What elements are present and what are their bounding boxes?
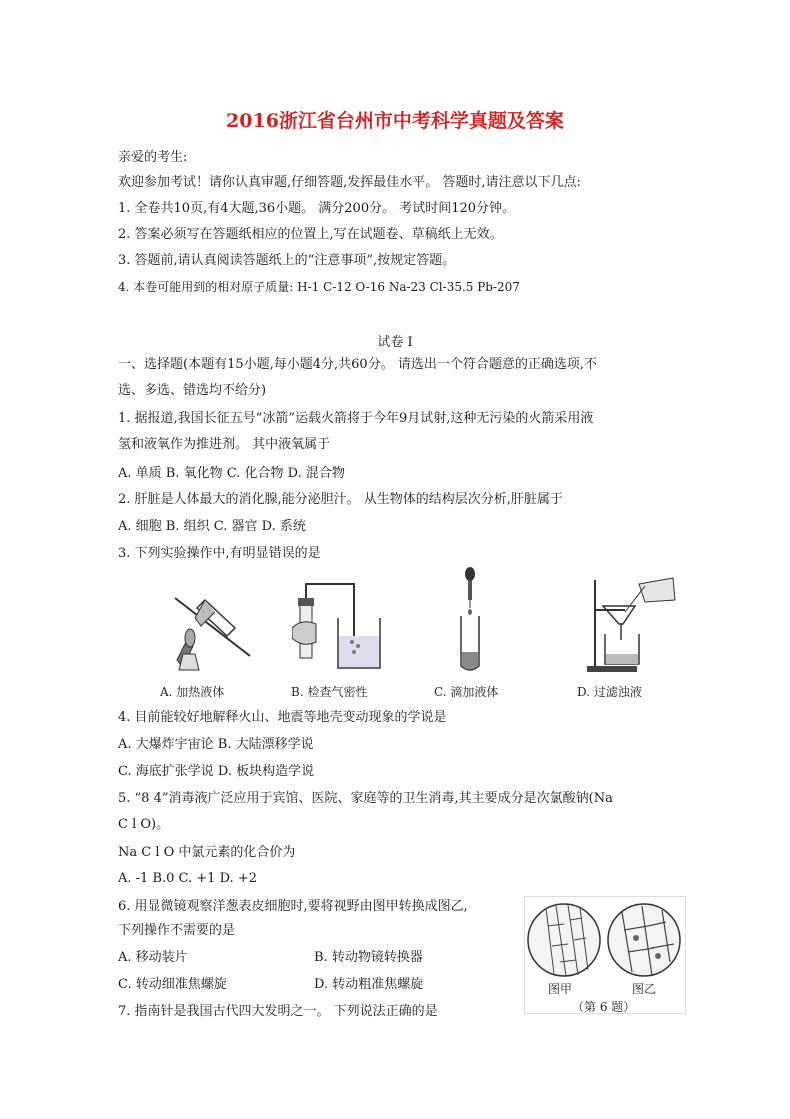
question-7: 7. 指南针是我国古代四大发明之一。 下列说法正确的是 [118, 1004, 438, 1019]
question-2: 2. 肝脏是人体最大的消化腺,能分泌胆汁。 从生物体的结构层次分析,肝脏属于 [118, 492, 563, 507]
page-title: 2016浙江省台州市中考科学真题及答案 [226, 110, 564, 132]
question-2-options: A. 细胞 B. 组织 C. 器官 D. 系统 [118, 519, 306, 534]
question-6-option-c: C. 转动细准焦螺旋 [118, 977, 227, 992]
section-title: 试卷 I [377, 335, 413, 350]
question-4-options-ab: A. 大爆炸宇宙论 B. 大陆漂移学说 [118, 737, 314, 752]
heating-liquid-figure [165, 578, 265, 676]
question-6-option-b: B. 转动物镜转换器 [314, 950, 423, 965]
figure-caption-q6: （第 6 题） [572, 1000, 636, 1014]
figure-caption-a: A. 加热液体 [160, 685, 225, 699]
dropping-liquid-figure [452, 566, 492, 676]
question-3: 3. 下列实验操作中,有明显错误的是 [118, 546, 321, 561]
figure-label-right: 图乙 [632, 982, 657, 996]
question-1: 1. 据报道,我国长征五号“冰箭”运载火箭将于今年9月试射,这种无污染的火箭采用液 [118, 411, 594, 426]
question-4-options-cd: C. 海底扩张学说 D. 板块构造学说 [118, 764, 315, 779]
instruction-item-2: 2. 答案必须写在答题纸相应的位置上,写在试题卷、草稿纸上无效。 [118, 227, 503, 242]
instruction-item-3: 3. 答题前,请认真阅读答题纸上的“注意事项”,按规定答题。 [118, 253, 456, 268]
part1-heading: 一、选择题(本题有15小题,每小题4分,共60分。 请选出一个符合题意的正确选项,不 [118, 357, 597, 372]
question-1-options: A. 单质 B. 氧化物 C. 化合物 D. 混合物 [118, 466, 345, 481]
question-4: 4. 目前能较好地解释火山、地震等地壳变动现象的学说是 [118, 710, 447, 725]
question-5-options: A. -1 B.0 C. +1 D. +2 [118, 871, 257, 886]
figure-label-left: 图甲 [548, 982, 573, 996]
question-6-option-d: D. 转动粗准焦螺旋 [314, 977, 424, 992]
question-6-option-a: A. 移动装片 [118, 950, 188, 965]
instruction-item-4: 4. 本卷可能用到的相对原子质量: H-1 C-12 O-16 Na-23 Cl-35.5 Pb-207 [118, 280, 520, 294]
filtering-figure [585, 576, 680, 676]
greeting: 亲爱的考生: [118, 150, 188, 165]
instruction-item-1: 1. 全卷共10页,有4大题,36小题。 满分200分。 考试时间120分钟。 [118, 201, 516, 216]
figure-caption-b: B. 检查气密性 [291, 685, 368, 699]
question-6-cont: 下列操作不需要的是 [118, 923, 236, 938]
airtightness-figure [292, 578, 392, 676]
question-1-cont: 氢和液氧作为推进剂。 其中液氧属于 [118, 437, 331, 452]
part1-heading-cont: 选、多选、错选均不给分) [118, 383, 267, 398]
question-5-stem: Na C l O 中氯元素的化合价为 [118, 845, 296, 860]
figure-caption-d: D. 过滤浊液 [577, 685, 642, 699]
question-5-cont: C l O)。 [118, 817, 170, 832]
figure-caption-c: C. 滴加液体 [434, 685, 499, 699]
question-5: 5. “8 4”消毒液广泛应用于宾馆、医院、家庭等的卫生消毒,其主要成分是次氯酸钠(Na [118, 791, 613, 806]
instruction-line: 欢迎参加考试！请你认真审题,仔细答题,发挥最佳水平。 答题时,请注意以下几点: [118, 175, 581, 190]
question-6: 6. 用显微镜观察洋葱表皮细胞时,要将视野由图甲转换成图乙, [118, 899, 468, 914]
